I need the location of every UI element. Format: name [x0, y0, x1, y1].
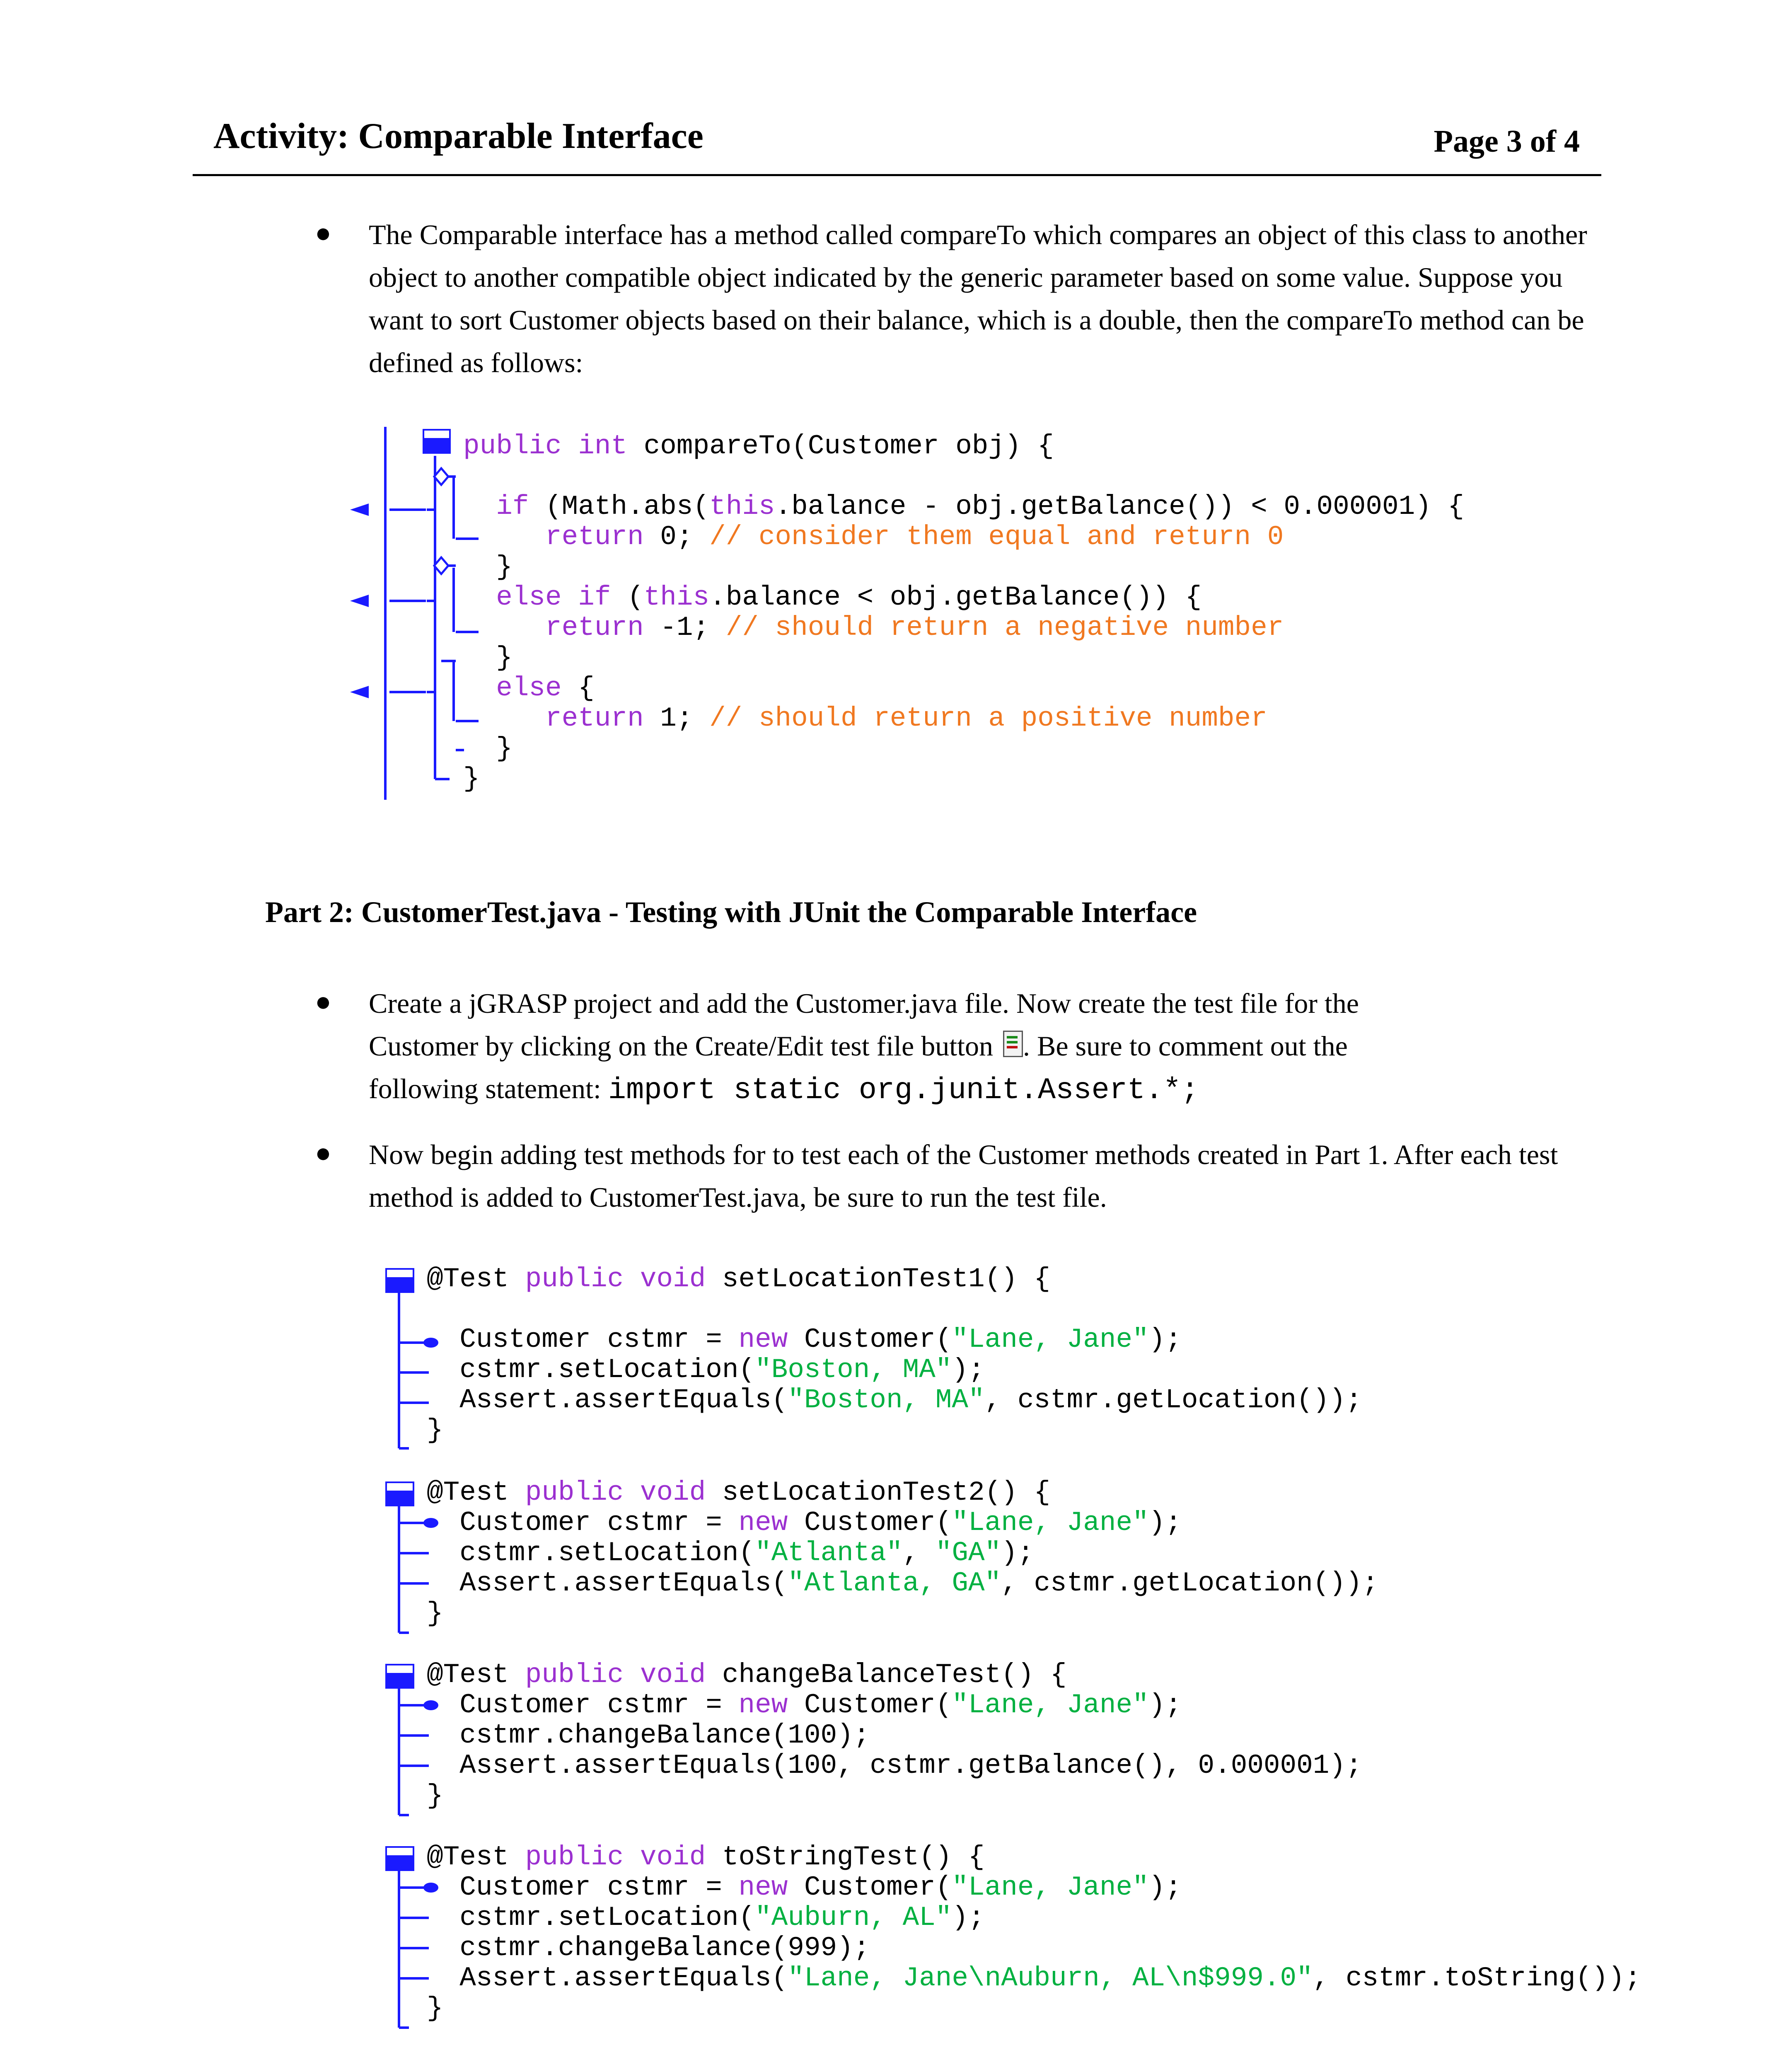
- code-token: Customer(: [788, 1324, 952, 1355]
- test2-structure-gutter: [383, 1477, 433, 1643]
- code-token: }: [463, 763, 480, 794]
- code-token: "Lane, Jane": [952, 1507, 1149, 1538]
- code-token: return: [545, 612, 644, 643]
- code-token: @Test: [427, 1264, 525, 1295]
- code-token: toStringTest() {: [722, 1842, 985, 1873]
- code-line: [463, 764, 1464, 794]
- code-token: cstmr.setLocation(: [427, 1537, 755, 1569]
- code-token: "Lane, Jane": [952, 1872, 1149, 1903]
- code-token: }: [427, 1780, 443, 1811]
- code-line: [427, 1872, 1641, 1903]
- test4-structure-gutter: [383, 1842, 433, 2037]
- code-line: [463, 643, 1464, 673]
- code-token: setLocationTest1() {: [722, 1264, 1051, 1295]
- code-line: [427, 1477, 1378, 1508]
- code-token: );: [952, 1902, 985, 1933]
- test3-structure-gutter: [383, 1660, 433, 1825]
- bullet2-line1: Create a jGRASP project and add the Customer.java file. Now create the test file for the: [369, 988, 1359, 1019]
- code-token: "Auburn, AL": [755, 1902, 952, 1933]
- paragraph-add-test-methods: Now begin adding test methods for to test each of the Customer methods created in Part 1. After each test method is added to CustomerTest.java, be sure to run the test file.: [369, 1139, 1558, 1213]
- code-token: [463, 612, 545, 643]
- code-token: "Lane, Jane": [952, 1324, 1149, 1355]
- code-token: new: [738, 1872, 788, 1903]
- code-token: , cstmr.getLocation());: [984, 1385, 1362, 1416]
- code-token: [463, 491, 496, 522]
- code-line: [427, 1933, 1641, 1963]
- code-token: );: [1001, 1537, 1034, 1569]
- test3-code-block: [427, 1660, 1362, 1811]
- code-token: (Math.abs(: [529, 491, 710, 522]
- code-token: Customer cstmr =: [427, 1872, 739, 1903]
- code-line: [427, 1294, 1362, 1324]
- code-line: [427, 1538, 1378, 1568]
- code-token: .balance - obj.getBalance()) < 0.000001) {: [775, 491, 1465, 522]
- code-token: [463, 703, 545, 734]
- code-line: [463, 582, 1464, 612]
- code-token: this: [709, 491, 775, 522]
- code-token: Customer cstmr =: [427, 1324, 739, 1355]
- code-line: [427, 1598, 1378, 1629]
- compareto-code-block: [463, 431, 1464, 794]
- code-line: [463, 703, 1464, 733]
- code-token: return: [545, 703, 644, 734]
- code-line: [463, 461, 1464, 491]
- code-token: public void: [525, 1264, 722, 1295]
- code-token: "Boston, MA": [788, 1385, 985, 1416]
- code-line: [427, 1903, 1641, 1933]
- code-token: {: [561, 673, 595, 704]
- paragraph-compareto-intro: The Comparable interface has a method called compareTo which compares an object of this class to another object to another compatible object indicated by the generic parameter based on some value. Suppose you want to sort Customer objects based on their balance, which is a double, then the compareTo method can be defined as follows:: [369, 219, 1587, 378]
- code-line: [463, 522, 1464, 552]
- code-token: );: [1148, 1507, 1182, 1538]
- code-token: Customer cstmr =: [427, 1690, 739, 1721]
- code-line: [463, 431, 1464, 461]
- code-token: "Atlanta, GA": [788, 1568, 1001, 1599]
- bullet-2-marker: ●: [315, 987, 331, 1017]
- header-page-number: Page 3 of 4: [1434, 124, 1580, 159]
- code-token: // should return a negative number: [725, 612, 1284, 643]
- code-token: }: [463, 642, 513, 673]
- code-token: else if: [496, 582, 611, 613]
- code-token: 1;: [643, 703, 710, 734]
- code-token: setLocationTest2() {: [722, 1477, 1051, 1508]
- bullet-1-marker: ●: [315, 218, 331, 248]
- code-token: "Atlanta": [755, 1537, 903, 1569]
- code-token: , cstmr.getLocation());: [1001, 1568, 1379, 1599]
- code-token: Customer(: [788, 1690, 952, 1721]
- test1-structure-gutter: [383, 1264, 433, 1459]
- document-title: Activity: Comparable Interface: [213, 116, 704, 156]
- code-line: [427, 1720, 1362, 1750]
- paragraph-create-project: [369, 982, 1595, 1112]
- code-token: Assert.assertEquals(100, cstmr.getBalance(), 0.000001);: [427, 1750, 1362, 1781]
- code-line: [427, 1415, 1362, 1445]
- code-token: public void: [525, 1842, 722, 1873]
- code-line: [427, 1508, 1378, 1538]
- code-token: .balance < obj.getBalance()) {: [709, 582, 1202, 613]
- code-token: @Test: [427, 1659, 525, 1690]
- test4-code-block: [427, 1842, 1641, 2024]
- code-line: [427, 1264, 1362, 1294]
- code-token: cstmr.setLocation(: [427, 1902, 755, 1933]
- code-token: }: [427, 1993, 443, 2024]
- code-token: Assert.assertEquals(: [427, 1963, 788, 1994]
- code-token: new: [738, 1324, 788, 1355]
- code-token: compareTo(Customer obj) {: [643, 431, 1054, 462]
- code-line: [427, 1568, 1378, 1598]
- code-token: if: [496, 491, 529, 522]
- code-token: else: [496, 673, 562, 704]
- code-token: "GA": [935, 1537, 1001, 1569]
- code-token: public void: [525, 1659, 722, 1690]
- code-token: return: [545, 521, 644, 552]
- code-token: Customer(: [788, 1507, 952, 1538]
- import-statement-code: import static org.junit.Assert.*;: [608, 1073, 1199, 1107]
- code-token: cstmr.setLocation(: [427, 1354, 755, 1385]
- bullet2-line3a: following statement:: [369, 1073, 601, 1104]
- code-line: [463, 673, 1464, 703]
- code-token: @Test: [427, 1842, 525, 1873]
- part2-heading: Part 2: CustomerTest.java - Testing with JUnit the Comparable Interface: [265, 896, 1197, 929]
- code-line: [427, 1690, 1362, 1720]
- code-token: );: [1148, 1690, 1182, 1721]
- code-token: );: [952, 1354, 985, 1385]
- code-line: [427, 1781, 1362, 1811]
- code-token: cstmr.changeBalance(100);: [427, 1720, 870, 1751]
- code-token: @Test: [427, 1477, 525, 1508]
- bullet2-line2b: . Be sure to comment out the: [1023, 1030, 1348, 1062]
- code-line: [463, 612, 1464, 643]
- code-token: Assert.assertEquals(: [427, 1568, 788, 1599]
- code-token: public int: [463, 431, 644, 462]
- code-token: (: [611, 582, 644, 613]
- bullet2-line2a: Customer by clicking on the Create/Edit test file button: [369, 1030, 994, 1062]
- code-token: }: [427, 1415, 443, 1446]
- code-line: [427, 1660, 1362, 1690]
- code-line: [427, 1385, 1362, 1415]
- code-line: [427, 1750, 1362, 1781]
- create-edit-test-file-icon: [1003, 1031, 1023, 1057]
- code-token: cstmr.changeBalance(999);: [427, 1932, 870, 1963]
- code-line: [427, 1842, 1641, 1872]
- code-token: [463, 673, 496, 704]
- code-line: [463, 491, 1464, 522]
- code-token: [463, 582, 496, 613]
- code-token: Customer(: [788, 1872, 952, 1903]
- code-line: [463, 733, 1464, 764]
- code-token: changeBalanceTest() {: [722, 1659, 1067, 1690]
- test1-code-block: [427, 1264, 1362, 1445]
- code-line: [427, 1963, 1641, 1993]
- code-token: new: [738, 1507, 788, 1538]
- code-token: // consider them equal and return 0: [709, 521, 1284, 552]
- code-token: 0;: [643, 521, 710, 552]
- code-token: }: [463, 552, 513, 583]
- code-token: );: [1148, 1324, 1182, 1355]
- code-token: Customer cstmr =: [427, 1507, 739, 1538]
- code-token: "Lane, Jane": [952, 1690, 1149, 1721]
- code-token: new: [738, 1690, 788, 1721]
- code-token: public void: [525, 1477, 722, 1508]
- code-token: "Lane, Jane\nAuburn, AL\n$999.0": [788, 1963, 1313, 1994]
- bullet-3-marker: ●: [315, 1138, 331, 1168]
- code-token: }: [463, 733, 513, 764]
- header-divider: [193, 174, 1601, 176]
- code-token: -1;: [643, 612, 726, 643]
- code-token: }: [427, 1598, 443, 1629]
- code-token: , cstmr.toString());: [1313, 1963, 1641, 1994]
- code-line: [427, 1355, 1362, 1385]
- code-token: );: [1148, 1872, 1182, 1903]
- code-line: [427, 1324, 1362, 1355]
- code-token: // should return a positive number: [709, 703, 1267, 734]
- code-token: this: [643, 582, 710, 613]
- test2-code-block: [427, 1477, 1378, 1629]
- code-line: [463, 552, 1464, 582]
- code-token: "Boston, MA": [755, 1354, 952, 1385]
- code-token: ,: [902, 1537, 936, 1569]
- code-token: Assert.assertEquals(: [427, 1385, 788, 1416]
- code-token: [463, 521, 545, 552]
- code-line: [427, 1993, 1641, 2024]
